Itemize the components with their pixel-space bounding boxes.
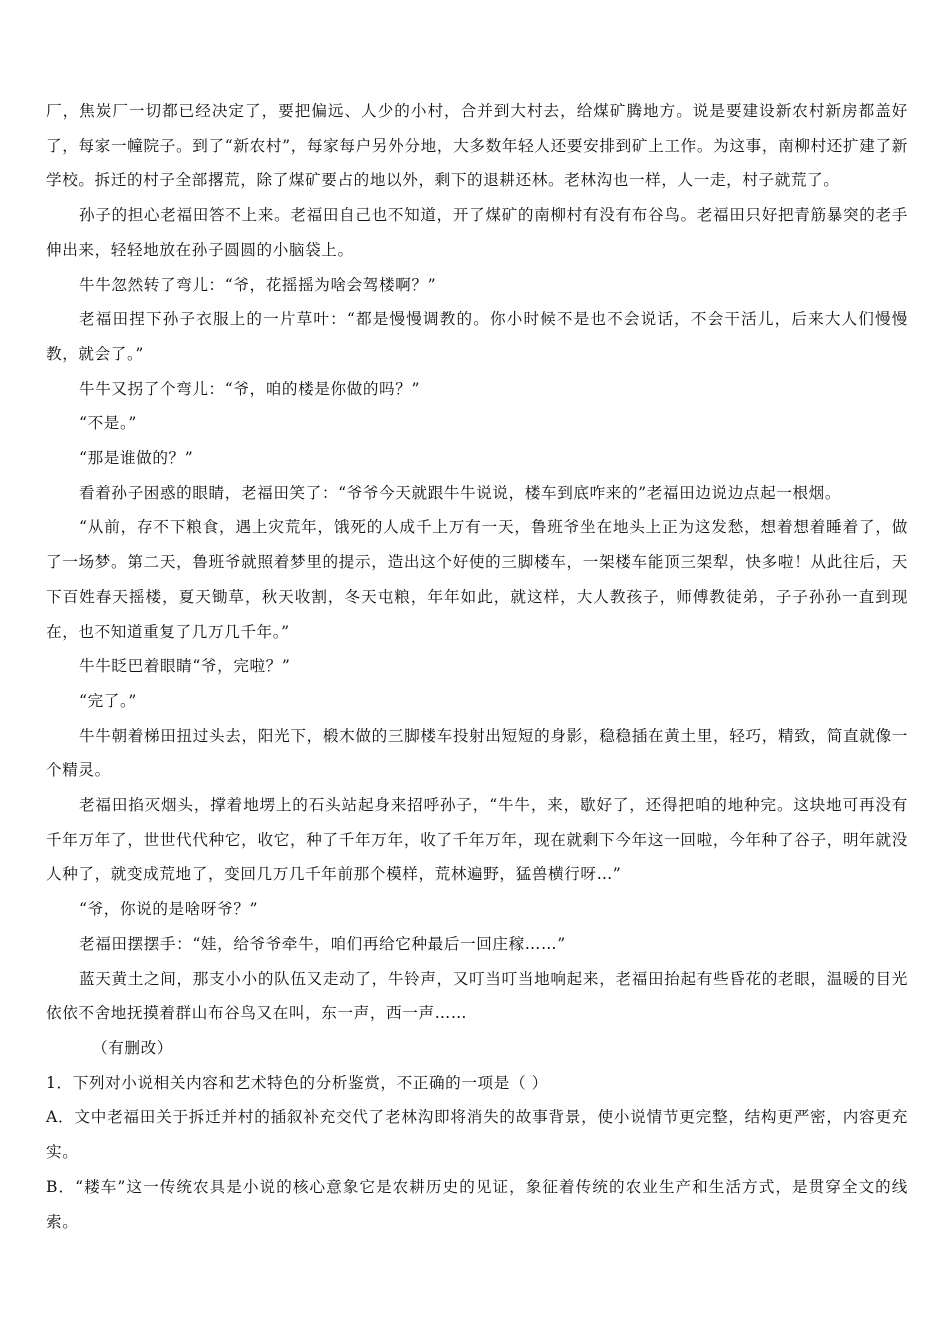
- story-paragraph: 牛牛眨巴着眼睛“爷，完啦？”: [79, 657, 291, 676]
- document-page: [46, 94, 908, 1239]
- story-paragraph: 牛牛朝着梯田扭过头去，阳光下，椴木做的三脚楼车投射出短短的身影，稳稳插在黄土里，轻巧，精致，简直就像一个精灵。: [46, 726, 908, 780]
- story-paragraph: “爷，你说的是啥呀爷？”: [79, 900, 259, 919]
- question-stem: 1．下列对小说相关内容和艺术特色的分析鉴赏，不正确的一项是（ ）: [46, 1073, 548, 1092]
- story-paragraph: 孙子的担心老福田答不上来。老福田自己也不知道，开了煤矿的南柳村有没有布谷鸟。老福田只好把青筋暴突的老手伸出来，轻轻地放在孙子圆圆的小脑袋上。: [46, 206, 908, 259]
- edit-note: （有删改）: [92, 1038, 173, 1057]
- story-paragraph: 老福田捏下孙子衣服上的一片草叶：“都是慢慢调教的。你小时候不是也不会说话，不会干活儿，后来大人们慢慢教，就会了。”: [46, 310, 908, 363]
- story-paragraph: “那是谁做的？”: [79, 449, 194, 468]
- story-paragraph: “不是。”: [79, 414, 137, 433]
- story-paragraph: 牛牛忽然转了弯儿：“爷，花摇摇为啥会驾楼啊？”: [79, 275, 437, 294]
- story-paragraph: 看着孙子困惑的眼睛，老福田笑了：“爷爷今天就跟牛牛说说，楼车到底咋来的”老福田边说边点起一根烟。: [79, 483, 842, 502]
- story-paragraph: 老福田掐灭烟头，撑着地塄上的石头站起身来招呼孙子，“牛牛，来，歇好了，还得把咱的地种完。这块地可再没有千年万年了，世世代代种它，收它，种了千年万年，收了千年万年，现在就剩下今年这一回啦，今年种了谷子，明年就没人种了，就变成荒地了，变回几万几千年前那个模样，荒林遍野，猛兽横行呀…”: [46, 796, 908, 884]
- option-a: A．文中老福田关于拆迁并村的插叙补充交代了老林沟即将消失的故事背景，使小说情节更完整，结构更严密，内容更充实。: [46, 1108, 908, 1162]
- question-block: [46, 1066, 908, 1240]
- option-b: B．“耧车”这一传统农具是小说的核心意象它是农耕历史的见证，象征着传统的农业生产和生活方式，是贯穿全文的线索。: [46, 1177, 908, 1231]
- story-paragraph: 蓝天黄土之间，那支小小的队伍又走动了，牛铃声，又叮当叮当地响起来，老福田抬起有些昏花的老眼，温暖的目光依依不舍地抚摸着群山布谷鸟又在叫，东一声，西一声……: [46, 969, 908, 1023]
- story-paragraph: 牛牛又拐了个弯儿：“爷，咱的楼是你做的吗？”: [79, 379, 421, 398]
- story-body: [46, 94, 908, 1066]
- story-paragraph: “从前，存不下粮食，遇上灾荒年，饿死的人成千上万有一天，鲁班爷坐在地头上正为这发愁，想着想着睡着了，做了一场梦。第二天，鲁班爷就照着梦里的提示，造出这个好使的三脚楼车，一架楼车能顶三架犁，快多啦！从此往后，天下百姓春天摇楼，夏天锄草，秋天收割，冬天屯粮，年年如此，就这样，大人教孩子，师傅教徒弟，子子孙孙一直到现在，也不知道重复了几万几千年。”: [46, 518, 908, 641]
- story-paragraph: 老福田摆摆手：“娃，给爷爷牵牛，咱们再给它种最后一回庄稼……”: [79, 934, 566, 953]
- story-paragraph: “完了。”: [79, 691, 137, 710]
- story-paragraph: 厂，焦炭厂一切都已经决定了，要把偏远、人少的小村，合并到大村去，给煤矿腾地方。说是要建设新农村新房都盖好了，每家一幢院子。到了“新农村”，每家每户另外分地，大多数年轻人还要安排到矿上工作。为这事，南柳村还扩建了新学校。拆迁的村子全部撂荒，除了煤矿要占的地以外，剩下的退耕还林。老林沟也一样，人一走，村子就荒了。: [46, 102, 908, 190]
